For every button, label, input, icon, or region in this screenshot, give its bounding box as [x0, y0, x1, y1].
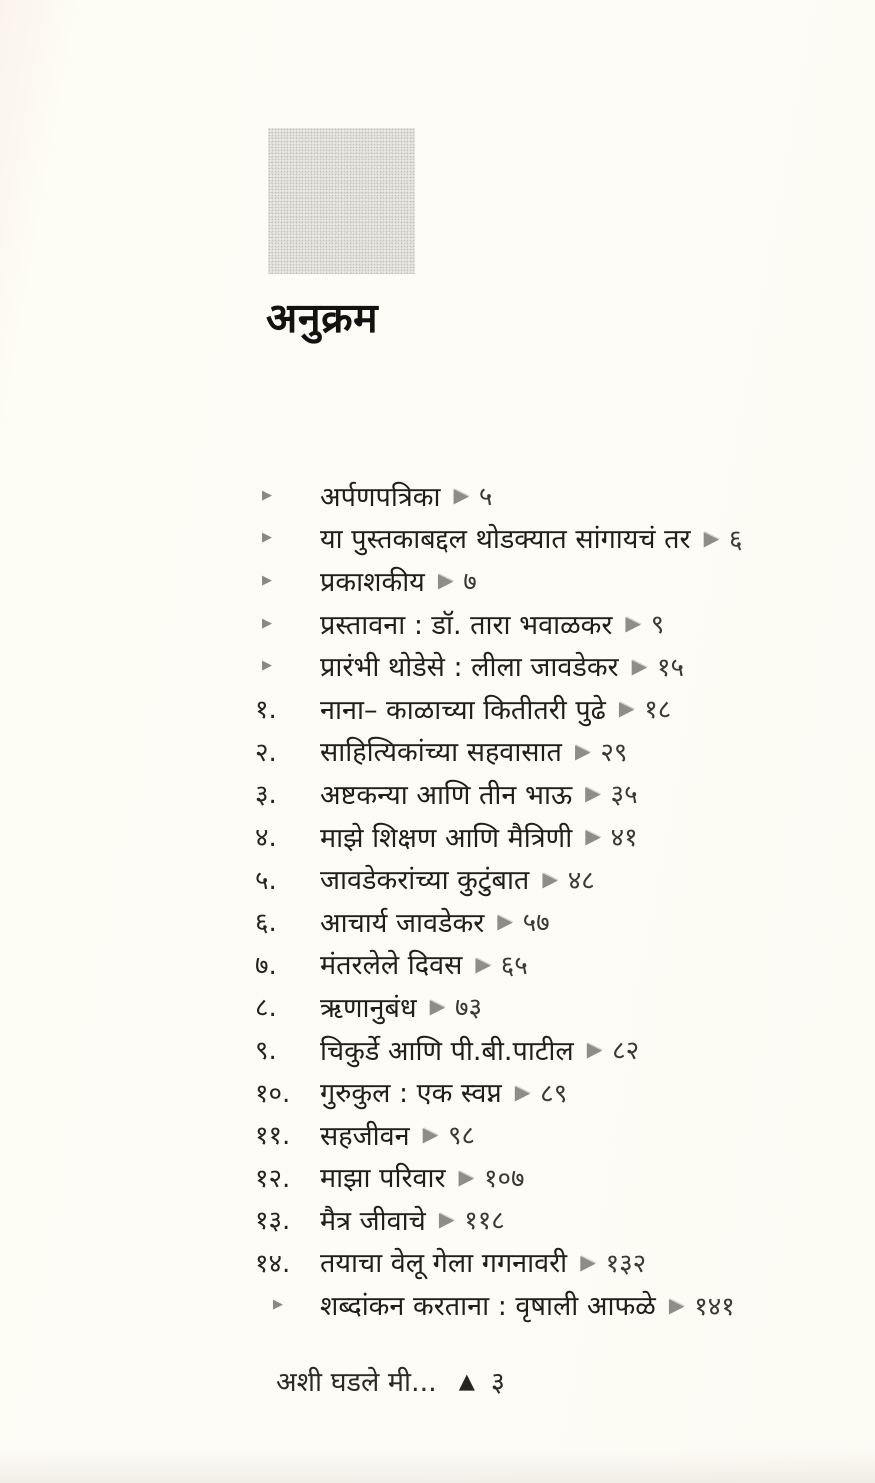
bullet-triangle-icon: ▶: [262, 530, 272, 546]
toc-entry: [255, 857, 743, 900]
toc-entry-title: प्रारंभी थोडेसे : लीला जावडेकर: [320, 652, 619, 684]
toc-entry: [255, 474, 743, 517]
toc-entry-title: मंतरलेले दिवस: [320, 950, 463, 982]
page-footer: [276, 1362, 505, 1399]
toc-entry-page: ७३: [454, 993, 482, 1024]
toc-entry-title: अर्पणपत्रिका: [320, 481, 441, 513]
toc-entry: [255, 1283, 743, 1326]
bullet-triangle-icon: ▶: [262, 487, 272, 503]
toc-entry-page: ४८: [567, 865, 595, 896]
up-triangle-icon: ▲: [458, 1368, 475, 1393]
toc-entry: [255, 1113, 743, 1156]
toc-entry-title: गुरुकुल : एक स्वप्न: [320, 1078, 502, 1110]
toc-entry-number: २.: [255, 737, 277, 768]
bullet-triangle-icon: ▶: [262, 615, 272, 631]
toc-entry-title: नाना– काळाच्या कितीतरी पुढे: [320, 694, 606, 726]
toc-entry-title: सहजीवन: [320, 1120, 410, 1152]
toc-entry-page: १०७: [483, 1163, 525, 1194]
toc-entry: [255, 1028, 743, 1071]
toc-entry-page: ३५: [610, 780, 638, 811]
toc-entry-number: ४.: [255, 823, 277, 854]
toc-entry-title: माझा परिवार: [320, 1163, 446, 1195]
toc-entry-title: जावडेकरांच्या कुटुंबात: [320, 865, 530, 897]
toc-entry-title: आचार्य जावडेकर: [320, 907, 485, 939]
bullet-triangle-icon: ▶: [262, 572, 272, 588]
page-arrow-icon: ▶: [618, 696, 635, 721]
toc-entry: [255, 687, 743, 730]
decorative-halftone-square: [268, 128, 415, 274]
toc-entry-page: २९: [600, 737, 628, 768]
toc-entry: [255, 772, 743, 815]
toc-entry-title: साहित्यिकांच्या सहवासात: [320, 737, 562, 769]
page-title: अनुक्रम: [266, 294, 379, 342]
toc-entry: [255, 644, 743, 687]
toc-entry: [255, 1070, 743, 1113]
page-arrow-icon: ▶: [422, 1122, 439, 1147]
page-arrow-icon: ▶: [580, 1249, 596, 1274]
page-arrow-icon: ▶: [437, 568, 454, 593]
page-arrow-icon: ▶: [703, 525, 719, 550]
toc-entry-title: या पुस्तकाबद्दल थोडक्यात सांगायचं तर: [320, 524, 691, 556]
toc-entry-title: चिकुर्डे आणि पी.बी.पाटील: [320, 1035, 574, 1067]
toc-entry-title: ऋणानुबंध: [320, 992, 417, 1024]
page-arrow-icon: ▶: [631, 653, 647, 678]
toc-entry: [255, 602, 743, 645]
toc-entry-page: ४१: [610, 823, 638, 854]
toc-entry-page: १३२: [605, 1248, 647, 1279]
bullet-triangle-icon: ▶: [262, 658, 272, 674]
toc-entry: [255, 730, 743, 773]
toc-entry-title: प्रस्तावना : डॉ. तारा भवाळकर: [320, 609, 613, 641]
toc-entry-number: १.: [255, 695, 277, 726]
page-arrow-icon: ▶: [497, 909, 513, 934]
toc-entry-number: १२.: [255, 1163, 291, 1194]
page-arrow-icon: ▶: [625, 611, 641, 636]
toc-entry: [255, 1198, 743, 1241]
page-arrow-icon: ▶: [514, 1079, 531, 1104]
toc-entry: [255, 815, 743, 858]
toc-entry: [255, 900, 743, 943]
page-arrow-icon: ▶: [453, 483, 469, 508]
toc-entry-page: ८२: [612, 1036, 640, 1067]
footer-page-number: ३: [490, 1367, 505, 1398]
toc-entry-number: ९.: [255, 1036, 277, 1067]
toc-entry-page: १४१: [694, 1291, 735, 1322]
page-arrow-icon: ▶: [585, 781, 601, 806]
toc-entry-page: ७: [463, 567, 477, 598]
toc-entry-title: शब्दांकन करताना : वृषाली आफळे: [320, 1291, 656, 1323]
toc-entry-title: माझे शिक्षण आणि मैत्रिणी: [320, 822, 573, 854]
toc-entry-number: ३.: [255, 780, 277, 811]
page-arrow-icon: ▶: [438, 1207, 455, 1232]
page-arrow-icon: ▶: [585, 824, 601, 849]
toc-entry-page: १५: [657, 652, 685, 683]
toc-entry-title: प्रकाशकीय: [320, 566, 425, 598]
page-arrow-icon: ▶: [574, 738, 591, 763]
page-arrow-icon: ▶: [668, 1292, 685, 1317]
toc-entry: [255, 1156, 743, 1199]
toc-entry-number: १०.: [255, 1078, 291, 1109]
toc-entry: [255, 559, 743, 602]
toc-entry-page: ६: [728, 524, 743, 555]
page-arrow-icon: ▶: [429, 994, 445, 1019]
toc-entry-number: ७.: [255, 950, 277, 981]
page-arrow-icon: ▶: [458, 1164, 474, 1189]
toc-entry-page: १८: [644, 695, 672, 726]
toc-entry: [255, 985, 743, 1028]
toc-entry-page: ८९: [540, 1078, 568, 1109]
toc-entry-page: ९: [650, 610, 665, 641]
toc-entry-title: तयाचा वेलू गेला गगनावरी: [320, 1248, 568, 1280]
toc-entry-title: अष्टकन्या आणि तीन भाऊ: [320, 779, 573, 811]
toc-entry-title: मैत्र जीवाचे: [320, 1205, 426, 1237]
toc-entry: [255, 517, 743, 560]
toc-entry-number: १३.: [255, 1206, 291, 1237]
page-arrow-icon: ▶: [542, 866, 558, 891]
toc-entry-page: ५: [478, 482, 493, 513]
table-of-contents: [255, 474, 743, 1326]
toc-entry-number: १४.: [255, 1248, 291, 1279]
toc-entry: [255, 1241, 743, 1284]
toc-entry-number: ११.: [255, 1121, 291, 1152]
toc-entry-page: ११८: [464, 1206, 505, 1237]
footer-book-title: अशी घडले मी...: [276, 1367, 437, 1398]
toc-entry-number: ५.: [255, 865, 277, 896]
toc-entry-page: ९८: [448, 1121, 476, 1152]
page-arrow-icon: ▶: [586, 1037, 603, 1062]
bullet-triangle-icon: ▶: [273, 1297, 283, 1313]
toc-entry-page: ५७: [522, 908, 550, 939]
toc-entry: [255, 943, 743, 986]
toc-entry-page: ६५: [500, 950, 528, 981]
toc-entry-number: ६.: [255, 908, 277, 939]
page-arrow-icon: ▶: [475, 951, 491, 976]
toc-entry-number: ८.: [255, 993, 277, 1024]
